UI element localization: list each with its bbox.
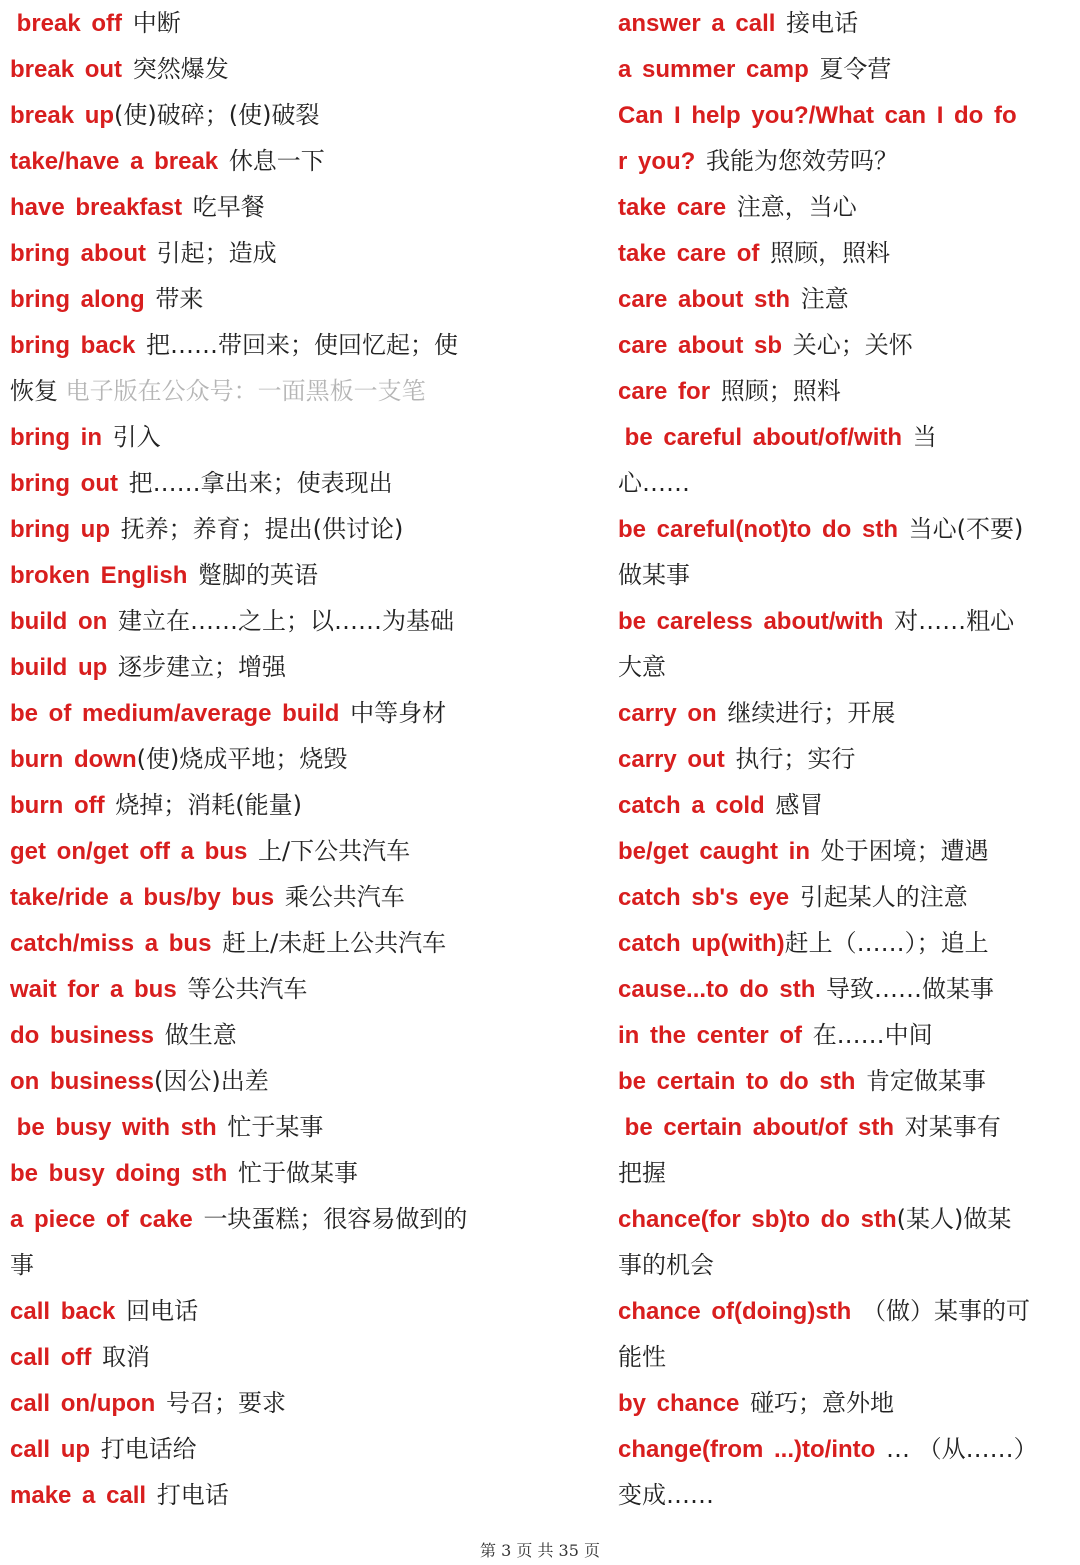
phrase-text: catch sb's eye xyxy=(618,884,800,911)
meaning-text: 忙于某事 xyxy=(227,1113,324,1141)
phrase-text: answer a call xyxy=(618,10,787,37)
vocab-line xyxy=(10,920,540,966)
phrase-text: care about sth xyxy=(618,286,801,313)
meaning-text: 关心；关怀 xyxy=(792,331,913,359)
footer-middle: 页 共 xyxy=(516,1541,554,1560)
vocab-line xyxy=(10,1058,540,1104)
vocab-line xyxy=(10,1104,540,1150)
footer-prefix: 第 xyxy=(479,1541,496,1560)
phrase-text: a piece of cake xyxy=(10,1206,204,1233)
vocab-line xyxy=(618,828,1078,874)
meaning-text: 导致……做某事 xyxy=(826,975,995,1003)
vocab-line xyxy=(10,1196,540,1242)
vocab-line xyxy=(10,138,540,184)
vocab-line xyxy=(618,276,1078,322)
phrase-text: care about sb xyxy=(618,332,793,359)
phrase-text: have breakfast xyxy=(10,194,193,221)
meaning-text: (因公)出差 xyxy=(154,1067,269,1095)
vocab-line xyxy=(618,736,1078,782)
phrase-text: build on xyxy=(10,608,118,635)
phrase-text: carry on xyxy=(618,700,728,727)
vocab-line xyxy=(10,966,540,1012)
phrase-text: catch a cold xyxy=(618,792,776,819)
meaning-text: 夏令营 xyxy=(819,55,892,83)
phrase-text: take care of xyxy=(618,240,771,267)
meaning-text: 把……带回来；使回忆起；使 xyxy=(146,331,459,359)
vocab-line xyxy=(618,322,1078,368)
meaning-text: 中断 xyxy=(132,9,181,37)
vocab-line xyxy=(618,414,1078,460)
meaning-text: 带来 xyxy=(155,285,204,313)
meaning-text: 照顾，照料 xyxy=(770,239,891,267)
phrase-text: Can I help you?/What can I do fo xyxy=(618,102,1017,129)
phrase-text: burn down xyxy=(10,746,137,773)
vocab-line xyxy=(10,1242,540,1288)
vocab-line xyxy=(10,1426,540,1472)
vocab-line xyxy=(10,598,540,644)
phrase-text: get on/get off a bus xyxy=(10,838,258,865)
phrase-text: catch up(with) xyxy=(618,930,785,957)
footer-suffix: 页 xyxy=(584,1541,601,1560)
phrase-text: take/have a break xyxy=(10,148,229,175)
vocab-line xyxy=(10,1334,540,1380)
meaning-text: 抚养；养育；提出(供讨论) xyxy=(120,515,404,543)
meaning-text: 执行；实行 xyxy=(735,745,856,773)
phrase-text: carry out xyxy=(618,746,736,773)
meaning-text: 照顾；照料 xyxy=(720,377,841,405)
right-column xyxy=(618,0,1078,1518)
meaning-text: 引起；造成 xyxy=(156,239,277,267)
meaning-text: 引起某人的注意 xyxy=(799,883,968,911)
vocab-line xyxy=(618,1380,1078,1426)
meaning-text: 我能为您效劳吗？ xyxy=(706,147,899,175)
vocab-line xyxy=(10,644,540,690)
phrase-text: be certain about/of sth xyxy=(618,1114,905,1141)
watermark-text: 电子版在公众号：一面黑板一支笔 xyxy=(65,377,426,405)
vocab-line xyxy=(10,782,540,828)
vocab-line xyxy=(618,690,1078,736)
meaning-text: 注意 xyxy=(800,285,849,313)
meaning-text: … （从……） xyxy=(885,1435,1038,1463)
phrase-text: broken English xyxy=(10,562,199,589)
phrase-text: r you? xyxy=(618,148,707,175)
phrase-text: be of medium/average build xyxy=(10,700,351,727)
vocab-line xyxy=(10,230,540,276)
meaning-text: 变成…… xyxy=(618,1481,714,1509)
meaning-text: 忙于做某事 xyxy=(238,1159,359,1187)
vocab-line xyxy=(618,920,1078,966)
meaning-text: 上/下公共汽车 xyxy=(258,837,411,865)
vocab-line xyxy=(618,1288,1078,1334)
phrase-text: call back xyxy=(10,1298,127,1325)
vocab-line xyxy=(618,46,1078,92)
meaning-text: 打电话给 xyxy=(100,1435,197,1463)
meaning-text: 事 xyxy=(10,1251,34,1279)
phrase-text: take care xyxy=(618,194,737,221)
vocab-line xyxy=(10,276,540,322)
phrase-text: break off xyxy=(10,10,133,37)
meaning-text: 突然爆发 xyxy=(132,55,229,83)
phrase-text: bring back xyxy=(10,332,147,359)
vocab-line xyxy=(618,1058,1078,1104)
vocab-line xyxy=(618,1012,1078,1058)
phrase-text: wait for a bus xyxy=(10,976,188,1003)
meaning-text: 一块蛋糕；很容易做到的 xyxy=(203,1205,468,1233)
phrase-text: be careless about/with xyxy=(618,608,895,635)
meaning-text: 事的机会 xyxy=(618,1251,714,1279)
meaning-text: 当心(不要) xyxy=(908,515,1024,543)
meaning-text: 处于困境；遭遇 xyxy=(820,837,989,865)
phrase-text: be/get caught in xyxy=(618,838,821,865)
vocab-line xyxy=(618,1196,1078,1242)
meaning-text: 做生意 xyxy=(164,1021,237,1049)
meaning-text: 赶上/未赶上公共汽车 xyxy=(222,929,447,957)
meaning-text: 碰巧；意外地 xyxy=(750,1389,895,1417)
vocab-line xyxy=(10,1150,540,1196)
vocab-line xyxy=(10,1472,540,1518)
meaning-text: 蹩脚的英语 xyxy=(198,561,319,589)
phrase-text: change(from ...)to/into xyxy=(618,1436,886,1463)
meaning-text: (使)烧成平地；烧毁 xyxy=(136,745,348,773)
phrase-text: bring in xyxy=(10,424,113,451)
vocab-line xyxy=(618,0,1078,46)
phrase-text: be busy with sth xyxy=(10,1114,228,1141)
phrase-text: be busy doing sth xyxy=(10,1160,239,1187)
meaning-text: 取消 xyxy=(102,1343,151,1371)
meaning-text: 继续进行；开展 xyxy=(727,699,896,727)
phrase-text: be certain to do sth xyxy=(618,1068,867,1095)
meaning-text: 在……中间 xyxy=(812,1021,933,1049)
meaning-text: 回电话 xyxy=(126,1297,199,1325)
vocab-line xyxy=(10,690,540,736)
phrase-text: call up xyxy=(10,1436,101,1463)
vocab-line xyxy=(618,460,1078,506)
vocab-line xyxy=(618,1472,1078,1518)
vocab-line xyxy=(10,322,540,368)
meaning-text: 大意 xyxy=(618,653,666,681)
vocab-line xyxy=(618,1150,1078,1196)
meaning-text: 建立在……之上；以……为基础 xyxy=(117,607,454,635)
meaning-text: 打电话 xyxy=(156,1481,229,1509)
meaning-text: 能性 xyxy=(618,1343,666,1371)
meaning-text: 做某事 xyxy=(618,561,690,589)
meaning-text: 逐步建立；增强 xyxy=(117,653,286,681)
vocab-line xyxy=(618,598,1078,644)
phrase-text: catch/miss a bus xyxy=(10,930,223,957)
meaning-text: 对……粗心 xyxy=(894,607,1015,635)
phrase-text: cause...to do sth xyxy=(618,976,827,1003)
phrase-text: do business xyxy=(10,1022,165,1049)
phrase-text: break out xyxy=(10,56,133,83)
meaning-text: 接电话 xyxy=(786,9,859,37)
meaning-text: 肯定做某事 xyxy=(866,1067,987,1095)
meaning-text: （做）某事的可 xyxy=(862,1297,1030,1325)
phrase-text: call off xyxy=(10,1344,103,1371)
phrase-text: bring out xyxy=(10,470,129,497)
meaning-text: 心…… xyxy=(618,469,690,497)
vocab-line xyxy=(618,506,1078,552)
phrase-text: break up xyxy=(10,102,115,129)
phrase-text: bring up xyxy=(10,516,121,543)
footer-page-number: 3 xyxy=(501,1541,512,1560)
vocab-line xyxy=(10,1012,540,1058)
phrase-text: bring about xyxy=(10,240,157,267)
footer-total-pages: 35 xyxy=(558,1541,579,1560)
meaning-text: (使)破碎；(使)破裂 xyxy=(114,101,320,129)
vocab-line xyxy=(10,414,540,460)
meaning-text: 注意，当心 xyxy=(736,193,857,221)
vocab-line xyxy=(10,1380,540,1426)
meaning-text: 烧掉；消耗(能量) xyxy=(115,791,303,819)
vocab-line xyxy=(10,1288,540,1334)
meaning-text: 休息一下 xyxy=(228,147,325,175)
vocab-line xyxy=(618,230,1078,276)
vocab-line xyxy=(10,460,540,506)
phrase-text: take/ride a bus/by bus xyxy=(10,884,285,911)
phrase-text: build up xyxy=(10,654,118,681)
phrase-text: burn off xyxy=(10,792,116,819)
phrase-text: make a call xyxy=(10,1482,157,1509)
vocab-line xyxy=(10,184,540,230)
meaning-text: 把……拿出来；使表现出 xyxy=(128,469,393,497)
meaning-text: 恢复 xyxy=(10,377,66,405)
vocab-line xyxy=(618,92,1078,138)
left-column xyxy=(10,0,540,1518)
meaning-text: 当 xyxy=(912,423,937,451)
vocab-line xyxy=(10,0,540,46)
vocab-line xyxy=(618,184,1078,230)
phrase-text: call on/upon xyxy=(10,1390,166,1417)
meaning-text: 对某事有 xyxy=(904,1113,1001,1141)
vocab-line xyxy=(618,782,1078,828)
meaning-text: 赶上（……）；追上 xyxy=(784,929,989,957)
vocab-line xyxy=(618,966,1078,1012)
meaning-text: 乘公共汽车 xyxy=(284,883,405,911)
vocab-line xyxy=(618,1104,1078,1150)
phrase-text: be careful about/of/with xyxy=(618,424,913,451)
meaning-text: 吃早餐 xyxy=(192,193,265,221)
vocab-line xyxy=(10,46,540,92)
vocab-line xyxy=(618,1426,1078,1472)
vocab-line xyxy=(618,1242,1078,1288)
vocab-line xyxy=(618,874,1078,920)
meaning-text: (某人)做某 xyxy=(896,1205,1012,1233)
vocab-line xyxy=(10,874,540,920)
meaning-text: 号召；要求 xyxy=(166,1389,286,1417)
vocab-line xyxy=(618,368,1078,414)
phrase-text: a summer camp xyxy=(618,56,820,83)
meaning-text: 引入 xyxy=(112,423,161,451)
vocab-line xyxy=(618,138,1078,184)
phrase-text: on business xyxy=(10,1068,155,1095)
phrase-text: be careful(not)to do sth xyxy=(618,516,909,543)
vocab-line xyxy=(10,92,540,138)
vocab-line xyxy=(10,736,540,782)
phrase-text: care for xyxy=(618,378,721,405)
phrase-text: chance(for sb)to do sth xyxy=(618,1206,897,1233)
vocab-line xyxy=(10,506,540,552)
vocab-line xyxy=(10,552,540,598)
vocab-line xyxy=(10,828,540,874)
vocab-line xyxy=(618,1334,1078,1380)
meaning-text: 中等身材 xyxy=(350,699,447,727)
phrase-text: chance of(doing)sth xyxy=(618,1298,862,1325)
phrase-text: bring along xyxy=(10,286,156,313)
vocab-line xyxy=(618,644,1078,690)
meaning-text: 感冒 xyxy=(775,791,824,819)
phrase-text: by chance xyxy=(618,1390,751,1417)
meaning-text: 等公共汽车 xyxy=(187,975,308,1003)
vocab-line xyxy=(10,368,540,414)
meaning-text: 把握 xyxy=(618,1159,666,1187)
vocab-line xyxy=(618,552,1078,598)
page-footer xyxy=(0,1538,1080,1561)
phrase-text: in the center of xyxy=(618,1022,813,1049)
